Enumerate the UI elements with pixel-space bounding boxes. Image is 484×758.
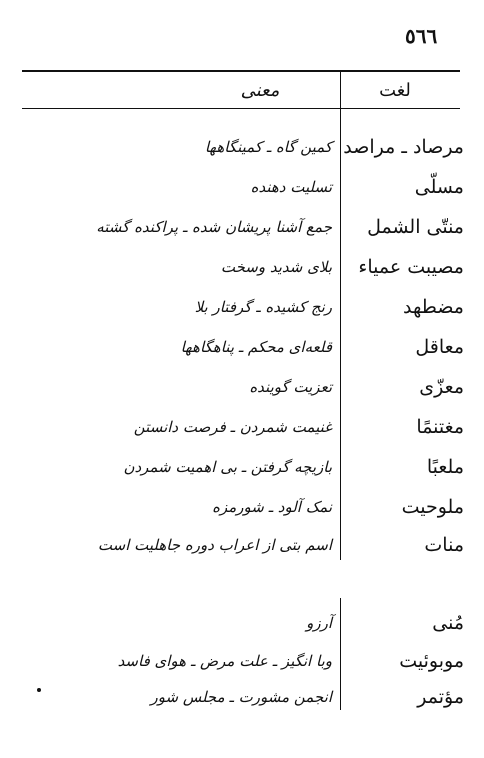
entry-meaning: جمع آشنا پریشان شده ـ پراکنده گشته	[96, 218, 332, 236]
entry-row	[0, 606, 484, 640]
entry-row	[0, 490, 484, 524]
entry-meaning: کمین گاه ـ کمینگاهها	[204, 138, 332, 156]
entry-row	[0, 410, 484, 444]
entry-meaning: قلعه‌ای محکم ـ پناهگاهها	[180, 338, 332, 356]
entry-meaning: نمک آلود ـ شورمزه	[212, 498, 332, 516]
entry-meaning: تسلیت دهنده	[250, 178, 332, 196]
top-rule	[22, 70, 460, 72]
entry-word: مغتنمًا	[416, 416, 464, 438]
entry-meaning: تعزیت گوینده	[249, 378, 332, 396]
entry-meaning: غنیمت شمردن ـ فرصت دانستن	[133, 418, 332, 436]
entry-meaning: وبا انگیز ـ علت مرض ـ هوای فاسد	[117, 652, 332, 670]
header-rule	[22, 108, 460, 109]
entry-word: موبوئیت	[399, 650, 464, 672]
entry-word: ملعبًا	[426, 456, 464, 478]
entry-meaning: آرزو	[306, 614, 332, 632]
entry-word: مسلّی	[414, 176, 464, 198]
entry-row	[0, 680, 484, 714]
entry-word: ملوحیت	[401, 496, 464, 518]
entry-row	[0, 170, 484, 204]
entry-row	[0, 528, 484, 562]
entry-row	[0, 290, 484, 324]
entry-meaning: بلای شدید وسخت	[220, 258, 332, 276]
entry-meaning: انجمن مشورت ـ مجلس شور	[150, 688, 332, 706]
entry-row	[0, 370, 484, 404]
page-number: ٥٦٦	[405, 24, 438, 48]
header-word: لغت	[379, 80, 411, 101]
entry-row	[0, 330, 484, 364]
header-meaning: معنی	[240, 80, 280, 101]
entry-word: معاقل	[415, 336, 464, 358]
entry-word: منتّی الشمل	[367, 216, 464, 238]
entry-word: معزّی	[419, 376, 464, 398]
entry-word: مصیبت عمیاء	[358, 256, 464, 278]
entry-row	[0, 644, 484, 678]
entry-word: مُنی	[432, 612, 464, 634]
entry-row	[0, 210, 484, 244]
entry-word: مؤتمر	[417, 686, 464, 708]
entry-word: منات	[424, 534, 464, 556]
entry-meaning: بازیچه گرفتن ـ بی اهمیت شمردن	[123, 458, 332, 476]
entry-meaning: اسم بتی از اعراب دوره جاهلیت است	[97, 536, 332, 554]
entry-word: مرصاد ـ مراصد	[343, 136, 464, 158]
entry-row	[0, 250, 484, 284]
entry-meaning: رنج کشیده ـ گرفتار بلا	[194, 298, 332, 316]
entry-word: مضطهد	[403, 296, 464, 318]
entry-row	[0, 130, 484, 164]
entry-row	[0, 450, 484, 484]
ink-dot	[37, 688, 41, 692]
